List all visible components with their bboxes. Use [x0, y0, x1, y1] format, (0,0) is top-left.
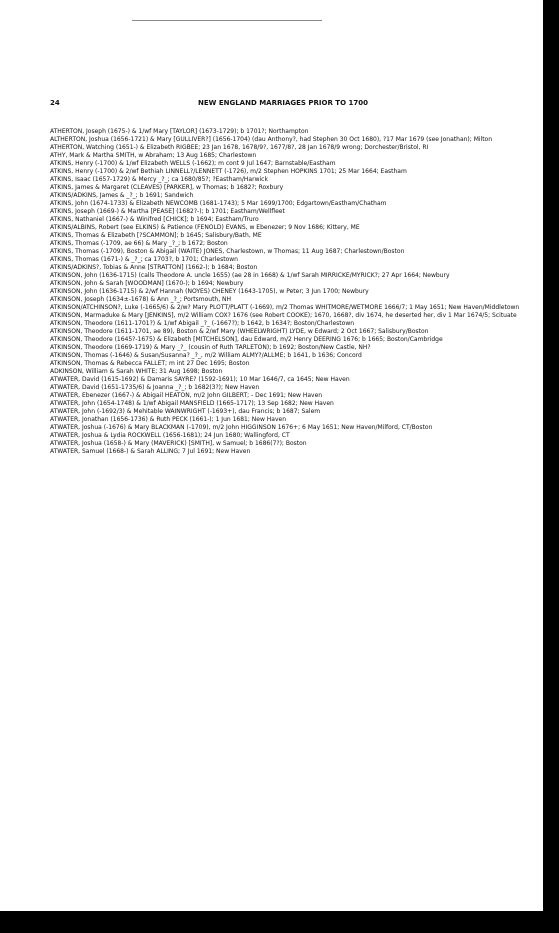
marriage-entry: ATKINS, Thomas (-1709), Boston & Abigail (WAITE) JONES, Charlestown, w Thomas; 11 Aug 1687; Charlestown/Boston	[50, 248, 405, 255]
marriage-entry: ATWATER, Samuel (1668-) & Sarah ALLING; 7 Jul 1691; New Haven	[50, 448, 251, 455]
marriage-entry: ATKINS, Nathaniel (1667-) & Winifred [CHICK]; b 1694; Eastham/Truro	[50, 216, 259, 223]
marriage-entry: ATKINSON, Marmaduke & Mary [JENKINS], m/2 William COX? 1676 (see Robert COOKE); 1670, 1668?, div 1674, he deserted her, div 1 Mar 1674/5; Scituate	[50, 312, 517, 319]
marriage-entry: ATKINS/ADKINS?, Tobias & Anne [STRATTON] (1662-); b 1684; Boston	[50, 264, 258, 271]
marriage-entry: ATKINS, Thomas & Elizabeth [?SCAMMON]; b 1645; Salisbury/Bath, ME	[50, 232, 262, 239]
marriage-entry: ATWATER, John (1654-1748) & 1/wf Abigail MANSFIELD (1665-1717); 13 Sep 1682; New Haven	[50, 400, 334, 407]
marriage-entry: ATKINSON, Joseph (1634±-1678) & Ann _?_; Portsmouth, NH	[50, 296, 232, 303]
marriage-entry: ATKINS, Isaac (1657-1729) & Mercy _?_; ca 1680/85?; ?Eastham/Harwick	[50, 176, 268, 183]
marriage-entry: ATWATER, Jonathan (1656-1736) & Ruth PECK (1661-); 1 Jun 1681; New Haven	[50, 416, 287, 423]
marriage-entry: ATWATER, Joshua (1658-) & Mary (MAVERICK) [SMITH], w Samuel; b 1686(7?); Boston	[50, 440, 307, 447]
marriage-entry: ALTHERTON, Joshua (1656-1721) & Mary [GULLIVER?] (1656-1704) (dau Anthony?, had Stephen 30 Oct 1680), ?17 Mar 1679 (see Jonathan); Milton	[50, 136, 493, 143]
marriage-entry: ATWATER, Joshua (-1676) & Mary BLACKMAN (-1709), m/2 John HIGGINSON 1676+; 6 May 1651; New Haven/Milford, CT/Boston	[50, 424, 433, 431]
marriage-entry: ATKINSON, Theodore (1611-1701?) & 1/wf Abigail _?_ (-1667?); b 1642, b 1634?; Boston/Charlestown	[50, 320, 355, 327]
marriage-entry: ATKINS, Henry (-1700) & 1/wf Elizabeth WELLS (-1662); m cont 9 Jul 1647; Barnstable/Eastham	[50, 160, 336, 167]
marriage-entry: ATKINS, Thomas (1671-) & _?_; ca 1703?, b 1701; Charlestown	[50, 256, 238, 263]
running-header	[50, 99, 516, 111]
marriage-entry: ATKINS/ALBINS, Robert (see ELKINS) & Patience (FENOLD) EVANS, w Ebenezer; 9 Nov 1686; Kittery, ME	[50, 224, 360, 231]
marriage-entry: ATHERTON, Watching (1651-) & Elizabeth RIGBEE; 23 Jan 1678, 1678/9?, 1677/8?, 28 Jan 1678/9 wrong; Dorchester/Bristol, RI	[50, 144, 429, 151]
marriage-entry: ATWATER, Ebenezer (1667-) & Abigail HEATON, m/2 John GILBERT; - Dec 1691; New Haven	[50, 392, 323, 399]
scan-artifact-line	[132, 20, 322, 21]
marriage-entry: ATKINSON, Theodore (1669-1719) & Mary _?_ (cousin of Ruth TARLETON); b 1692; Boston/New Castle, NH?	[50, 344, 371, 351]
marriage-entry: ATKINSON, John (1636-1715) & 2/wf Hannah (NOYES) CHENEY (1643-1705), w Peter; 3 Jun 1700; Newbury	[50, 288, 369, 295]
marriage-entry: ATKINS, Thomas (-1709, ae 66) & Mary _?_; b 1672; Boston	[50, 240, 228, 247]
marriage-entry: ATWATER, David (1651-1735/6) & Joanna _?_; b 1682(3?); New Haven	[50, 384, 260, 391]
marriage-entry: ATKINSON/ATCHINSON?, Luke (-1665/6) & 2/w? Mary PLOTT/PLATT (-1669), m/2 Thomas WHITMORE/WETMORE 1666/7; 1 May 1651; New Haven/Middletown	[50, 304, 520, 311]
page-title: NEW ENGLAND MARRIAGES PRIOR TO 1700	[198, 99, 368, 107]
marriage-entry: ATKINS, James & Margaret (CLEAVES) [PARKER], w Thomas; b 1682?; Roxbury	[50, 184, 284, 191]
marriage-entry: ATKINSON, Thomas (-1646) & Susan/Susanna? _?_, m/2 William ALMY?/ALLME; b 1641, b 1636; Concord	[50, 352, 362, 359]
marriage-entry: ATKINSON, John (1636-1715) (calls Theodore A. uncle 1655) (ae 28 in 1668) & 1/wf Sarah MIRRICKE/MYRICK?; 27 Apr 1664; Newbury	[50, 272, 450, 279]
marriage-entry: ATKINS/ADKINS, James & _?_; b 1691; Sandwich	[50, 192, 194, 199]
marriage-entry: ATWATER, John (-1692/3) & Mehitable WAINWRIGHT (-1693+), dau Francis; b 1687; Salem	[50, 408, 321, 415]
marriage-entry: ATWATER, David (1615-1692) & Damaris SAYRE? (1592-1691); 10 Mar 1646/7, ca 1645; New Haven	[50, 376, 350, 383]
marriage-entry: ATHERTON, Joseph (1675-) & 1/wf Mary [TAYLOR] (1673-1729); b 1701?; Northampton	[50, 128, 309, 135]
marriage-entry: ATKINS, John (1674-1733) & Elizabeth NEWCOMB (1681-1743); 5 Mar 1699/1700; Edgartown/Eastham/Chatham	[50, 200, 387, 207]
page-number: 24	[50, 99, 60, 107]
marriage-entry: ATKINS, Joseph (1669-) & Martha [PEASE] (1682?-); b 1701; Eastham/Wellfleet	[50, 208, 285, 215]
marriage-entry: ATKINSON, Theodore (1645?-1675) & Elizabeth [MITCHELSON], dau Edward, m/2 Henry DEERING 1676; b 1665; Boston/Cambridge	[50, 336, 443, 343]
marriage-entries	[50, 128, 524, 456]
marriage-entry: ATKINSON, Thomas & Rebecca FALLET; m int 27 Dec 1695; Boston	[50, 360, 250, 367]
marriage-entry: ATKINS, Henry (-1700) & 2/wf Bethiah LINNELL?/LENNETT (-1726), m/2 Stephen HOPKINS 1701; 25 Mar 1664; Eastham	[50, 168, 407, 175]
marriage-entry: ATKINSON, Theodore (1611-1701, ae 89), Boston & 2/wf Mary (WHEELWRIGHT) LYDE, w Edward; 2 Oct 1667; Salisbury/Boston	[50, 328, 429, 335]
marriage-entry: ATWATER, Joshua & Lydia ROCKWELL (1656-1681); 24 Jun 1680; Wallingford, CT	[50, 432, 290, 439]
marriage-entry: ATHY, Mark & Martha SMITH, w Abraham; 13 Aug 1685; Charlestown	[50, 152, 257, 159]
marriage-entry: ATKINSON, John & Sarah [WOODMAN] (1670-); b 1694; Newbury	[50, 280, 244, 287]
marriage-entry: ADKINSON, William & Sarah WHITE; 31 Aug 1698; Boston	[50, 368, 223, 375]
